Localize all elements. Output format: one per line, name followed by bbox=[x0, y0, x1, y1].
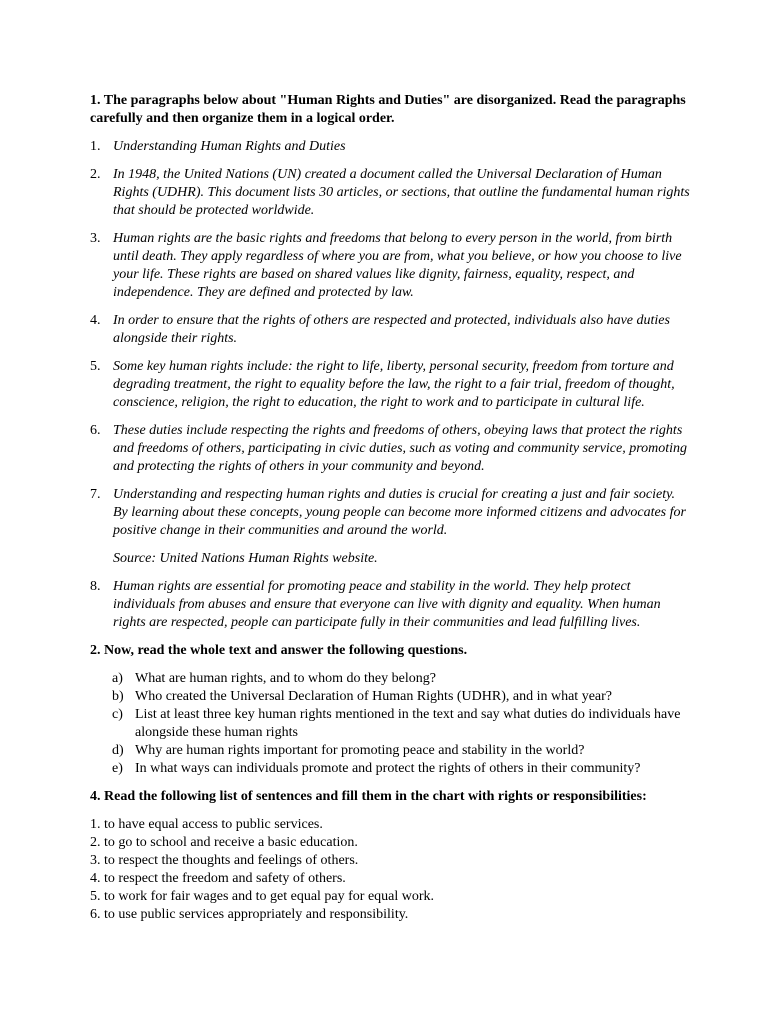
paragraph-item bbox=[90, 230, 690, 302]
paragraph-text: Understanding and respecting human rights and duties is crucial for creating a just and fair society. By learning about these concepts, young people can become more informed citizens and advocates for positive change in their communities and around the world. bbox=[113, 487, 686, 538]
question-item bbox=[90, 670, 690, 688]
paragraph-number: 3. bbox=[90, 231, 101, 246]
question-list bbox=[90, 670, 690, 778]
question-letter: a) bbox=[112, 671, 123, 686]
sentence-list bbox=[90, 816, 690, 924]
question-text: What are human rights, and to whom do they belong? bbox=[135, 671, 436, 686]
sentence-item: 4. to respect the freedom and safety of others. bbox=[90, 871, 346, 886]
question-letter: d) bbox=[112, 743, 124, 758]
question-text: List at least three key human rights mentioned in the text and say what duties do individuals have alongside these human rights bbox=[135, 707, 681, 740]
section-4-heading: 4. Read the following list of sentences and fill them in the chart with rights or responsibilities: bbox=[90, 789, 647, 804]
paragraph-text: In order to ensure that the rights of others are respected and protected, individuals also have duties alongside their rights. bbox=[113, 313, 670, 346]
paragraph-number: 6. bbox=[90, 423, 101, 438]
sentence-item: 6. to use public services appropriately and responsibility. bbox=[90, 907, 409, 922]
paragraph-text: Human rights are the basic rights and freedoms that belong to every person in the world, from birth until death. They apply regardless of where you are from, what you believe, or how you choose to live your life. These rights are based on shared values like dignity, fairness, equality, respect, and independence. They are defined and protected by law. bbox=[113, 231, 682, 300]
sentence-item: 3. to respect the thoughts and feelings of others. bbox=[90, 853, 359, 868]
question-text: Who created the Universal Declaration of Human Rights (UDHR), and in what year? bbox=[135, 689, 613, 704]
question-letter: e) bbox=[112, 761, 123, 776]
paragraph-item bbox=[90, 422, 690, 476]
question-item bbox=[90, 706, 690, 742]
paragraph-item bbox=[90, 312, 690, 348]
sentence-item: 2. to go to school and receive a basic education. bbox=[90, 835, 358, 850]
paragraph-text: Understanding Human Rights and Duties bbox=[113, 139, 346, 154]
paragraph-item bbox=[90, 166, 690, 220]
paragraph-text: Some key human rights include: the right to life, liberty, personal security, freedom from torture and degrading treatment, the right to equality before the law, the right to a fair trial, freedom of thought, conscience, religion, the right to education, the right to work and to participate in cultural life. bbox=[113, 359, 675, 410]
question-letter: b) bbox=[112, 689, 124, 704]
question-text: In what ways can individuals promote and protect the rights of others in their community? bbox=[135, 761, 641, 776]
question-text: Why are human rights important for promoting peace and stability in the world? bbox=[135, 743, 585, 758]
paragraph-number: 8. bbox=[90, 579, 101, 594]
question-item bbox=[90, 760, 690, 778]
question-item bbox=[90, 688, 690, 706]
document-content bbox=[90, 92, 690, 924]
question-letter: c) bbox=[112, 707, 123, 722]
paragraph-text: These duties include respecting the rights and freedoms of others, obeying laws that protect the rights and freedoms of others, participating in civic duties, such as voting and community service, promoting and protecting the rights of others in your community and beyond. bbox=[113, 423, 688, 474]
paragraph-item bbox=[90, 358, 690, 412]
section-2-heading: 2. Now, read the whole text and answer the following questions. bbox=[90, 643, 468, 658]
source-citation: Source: United Nations Human Rights website. bbox=[113, 551, 378, 566]
paragraph-number: 4. bbox=[90, 313, 101, 328]
paragraph-number: 1. bbox=[90, 139, 101, 154]
paragraph-item bbox=[90, 578, 690, 632]
paragraph-number: 7. bbox=[90, 487, 101, 502]
sentence-item: 1. to have equal access to public services. bbox=[90, 817, 323, 832]
paragraph-text: Human rights are essential for promoting peace and stability in the world. They help protect individuals from abuses and ensure that everyone can live with dignity and equality. When human rights are respected, people can participate fully in their communities and lead fulfilling lives. bbox=[113, 579, 661, 630]
paragraph-number: 2. bbox=[90, 167, 101, 182]
paragraph-number: 5. bbox=[90, 359, 101, 374]
sentence-item: 5. to work for fair wages and to get equal pay for equal work. bbox=[90, 889, 435, 904]
paragraph-item bbox=[90, 486, 690, 540]
paragraph-text: In 1948, the United Nations (UN) created a document called the Universal Declaration of Human Rights (UDHR). This document lists 30 articles, or sections, that outline the fundamental human rights that should be protected worldwide. bbox=[113, 167, 690, 218]
question-item bbox=[90, 742, 690, 760]
paragraph-item bbox=[90, 138, 690, 156]
section-1-heading: 1. The paragraphs below about "Human Rights and Duties" are disorganized. Read the paragraphs carefully and then organize them in a logical order. bbox=[90, 93, 686, 126]
